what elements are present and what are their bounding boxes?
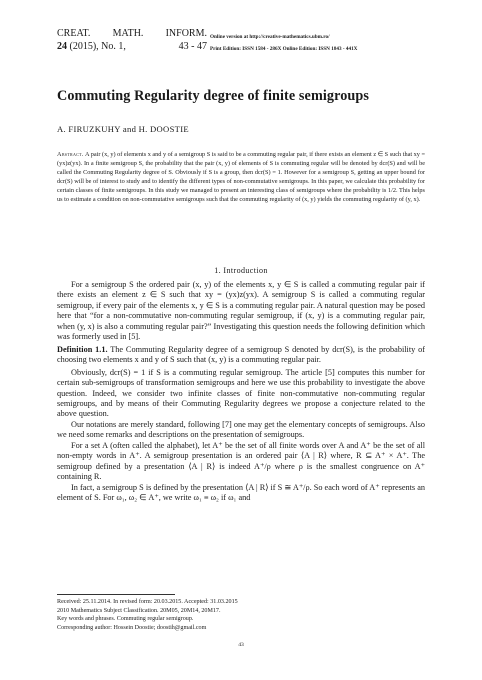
abstract-text: A pair (x, y) of elements x and y of a semigroup S is said to be a commuting regular pair, if there exists an element z ∈ S such that xy = (yx)z(yx). In a finite semigroup S, the probability that the pair (x, y) of elements of S is commuting regular will be denoted by dcr(S) and will be called the Commuting Regularity degree of S. Obviously if S is a group, then dcr(S) = 1. However for a semigroup S, getting an upper bound for dcr(S) will be of interest to study and to identify the different types of non-commutative semigroups. In this paper, we calculate this probability for certain classes of finite semigroups. In this study we managed to present an interesting class of semigroups where the probability is 1/2. This helps us to estimate a condition on non-commutative semigroups such that the commuting regularity of (x, y) yields the commuting regularity of (y, x). <box>57 151 426 204</box>
paragraph: For a set A (often called the alphabet), let A⁺ be the set of all finite words over A and A⁺ be the set of all non-empty words in A⁺. A semigroup presentation is an ordered pair ⟨A | R⟩ where, R ⊆ A⁺ × A⁺. The semigroup defined by a presentation ⟨A | R⟩ is indeed A⁺/ρ where ρ is the smallest congruence on A⁺ containing R. <box>57 440 425 482</box>
journal-name-3: INFORM. <box>165 28 207 39</box>
section-heading: 1. Introduction <box>214 266 268 275</box>
print-edition: Print Edition: ISSN 1584 - 286X Online Edition: ISSN 1843 - 441X <box>210 46 358 52</box>
keywords: Key words and phrases. Commuting regular semigroup. <box>57 616 194 623</box>
paper-title: Commuting Regularity degree of finite semigroups <box>57 88 370 104</box>
page-range: 43 - 47 <box>178 41 207 52</box>
edition-info <box>210 31 440 55</box>
definition-text: The Commuting Regularity degree of a semigroup S denoted by dcr(S), is the probability of choosing two elements x and y of S such that (x, y) is a commuting regular pair. <box>57 344 425 365</box>
abstract-label: Abstract. <box>57 151 84 158</box>
online-version: Online version at http://creative-mathematics.ubm.ro/ <box>210 34 330 40</box>
paragraph: Obviously, dcr(S) = 1 if S is a commuting regular semigroup. The article [5] computes this number for certain sub-semigroups of transformation semigroups and here we use this probability to investigate the above question. Indeed, we consider two infinite classes of finite non-commutative non-commuting regular semigroups, and by means of their Commuting Regularity degrees we propose a conjecture related to the above question. <box>57 367 425 419</box>
received-dates: Received: 25.11.2014. In revised form: 20.03.2015. Accepted: 31.03.2015 <box>57 599 238 605</box>
page-number: 43 <box>238 642 244 648</box>
paragraph: In fact, a semigroup S is defined by the presentation ⟨A | R⟩ if S ≅ A⁺/ρ. So each word of A⁺ represents an element of S. For ω₁, ω₂ ∈ A⁺, we write ω₁ ≡ ω₂ if ω₁ and <box>57 482 425 503</box>
authors: A. FIRUZKUHY and H. DOOSTIE <box>57 124 189 134</box>
abstract <box>57 150 425 204</box>
corresponding-author: Corresponding author: Hossein Doostie; doostih@gmail.com <box>57 624 207 631</box>
definition <box>57 345 425 366</box>
journal-header <box>57 27 207 53</box>
footnotes <box>57 598 425 632</box>
paragraph: Our notations are merely standard, following [7] one may get the elementary concepts of semigroups. Also we need some remarks and descriptions on the presentation of semigroups. <box>57 419 425 440</box>
volume: 24 <box>57 41 67 52</box>
msc-classification: 2010 Mathematics Subject Classification. 20M05, 20M14, 20M17. <box>57 607 221 614</box>
paragraph: For a semigroup S the ordered pair (x, y) of the elements x, y ∈ S is called a commuting regular pair if there exists an element z ∈ S such that xy = (yx)z(yx). A semigroup S is called a commuting regular semigroup, if every pair of the elements x, y ∈ S is a commuting regular pair. A natural question may be posed here that “for a non-commutative non-commuting regular semigroup, if (x, y) is a commuting regular pair, when (y, x) is also a commuting regular pair?” Investigating this question needs the following definition which was formerly used in [5]. <box>57 280 425 342</box>
journal-name-1: CREAT. <box>57 28 91 39</box>
year-issue: (2015), No. 1, <box>69 41 126 52</box>
body-text <box>57 280 425 504</box>
footnote-divider <box>57 594 175 595</box>
definition-heading: Definition 1.1. <box>57 344 108 354</box>
journal-name-2: MATH. <box>112 28 144 39</box>
